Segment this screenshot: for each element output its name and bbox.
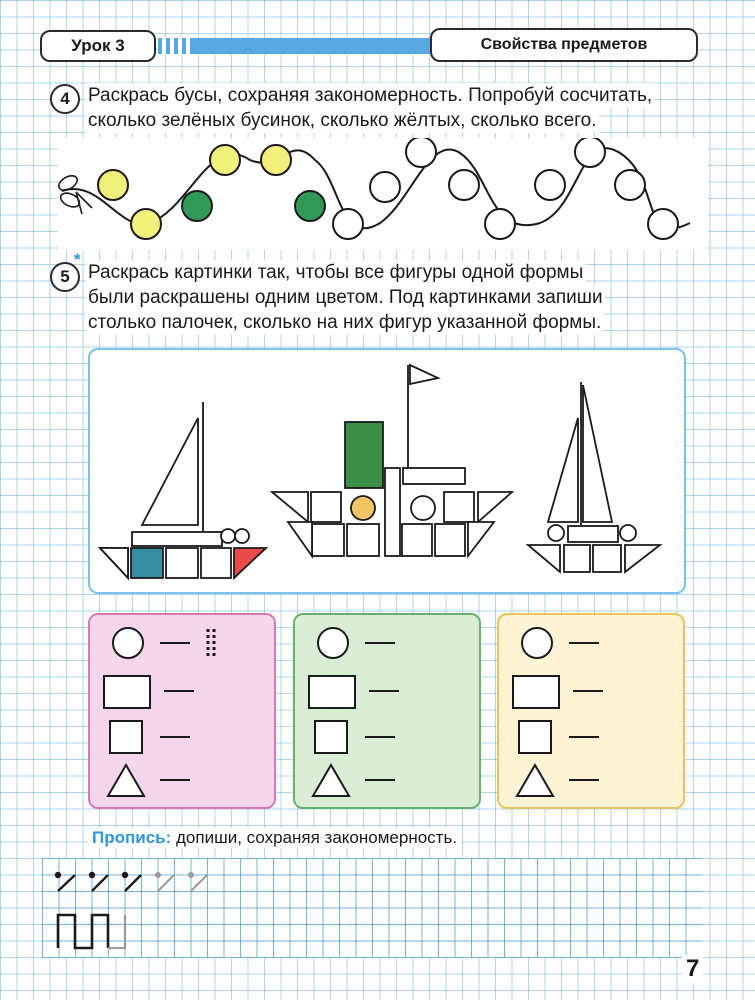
copybook-pattern xyxy=(42,858,242,958)
pictures-panel xyxy=(88,348,686,594)
shape-tally-list-pink xyxy=(90,615,274,807)
bead-9 xyxy=(406,138,436,167)
task-4-number: 4 xyxy=(50,84,80,114)
bead-7 xyxy=(333,209,363,239)
ships-illustration xyxy=(90,350,684,592)
topic-title: Свойства предметов xyxy=(430,28,698,62)
lesson-label: Урок 3 xyxy=(40,30,156,62)
task-5-text-line-2: были раскрашены одним цветом. Под картинками запиши xyxy=(88,287,603,308)
answer-panel-yellow xyxy=(497,613,685,809)
shape-tally-list-yellow xyxy=(499,615,683,807)
beads-string xyxy=(40,138,720,250)
bead-5 xyxy=(261,145,291,175)
copybook-label: Пропись: xyxy=(92,828,172,847)
bead-12 xyxy=(535,170,565,200)
bead-8 xyxy=(370,172,400,202)
copybook-text: допиши, сохраняя закономерность. xyxy=(176,828,458,847)
bead-14 xyxy=(615,170,645,200)
bead-10 xyxy=(449,170,479,200)
copybook-instruction xyxy=(88,828,461,848)
header-stripe xyxy=(158,38,433,54)
sailboat-right xyxy=(528,382,660,572)
bead-6 xyxy=(295,191,325,221)
task-4-text-line-1: Раскрась бусы, сохраняя закономерность. Попробуй сосчитать, xyxy=(88,85,653,106)
bead-11 xyxy=(485,209,515,239)
steamboat-middle xyxy=(272,365,512,556)
bead-13 xyxy=(575,138,605,167)
sailboat-left xyxy=(100,402,266,578)
bead-4 xyxy=(210,145,240,175)
bead-3 xyxy=(182,191,212,221)
answer-panel-green xyxy=(293,613,481,809)
task-5-text-line-3: столько палочек, сколько на них фигур указанной формы. xyxy=(88,312,602,333)
bead-15 xyxy=(648,209,678,239)
copybook-grid xyxy=(42,858,702,958)
page-number: 7 xyxy=(682,955,703,983)
bead-2 xyxy=(131,209,161,239)
task-5-text-line-1: Раскрась картинки так, чтобы все фигуры одной формы xyxy=(88,262,584,283)
task-5-number: 5 xyxy=(50,262,80,292)
task-4-text-line-2: сколько зелёных бусинок, сколько жёлтых, сколько всего. xyxy=(88,110,597,131)
tally-marks xyxy=(208,629,214,659)
task-5-star: * xyxy=(74,250,81,269)
bead-1 xyxy=(98,170,128,200)
answer-panel-pink xyxy=(88,613,276,809)
shape-tally-list-green xyxy=(295,615,479,807)
